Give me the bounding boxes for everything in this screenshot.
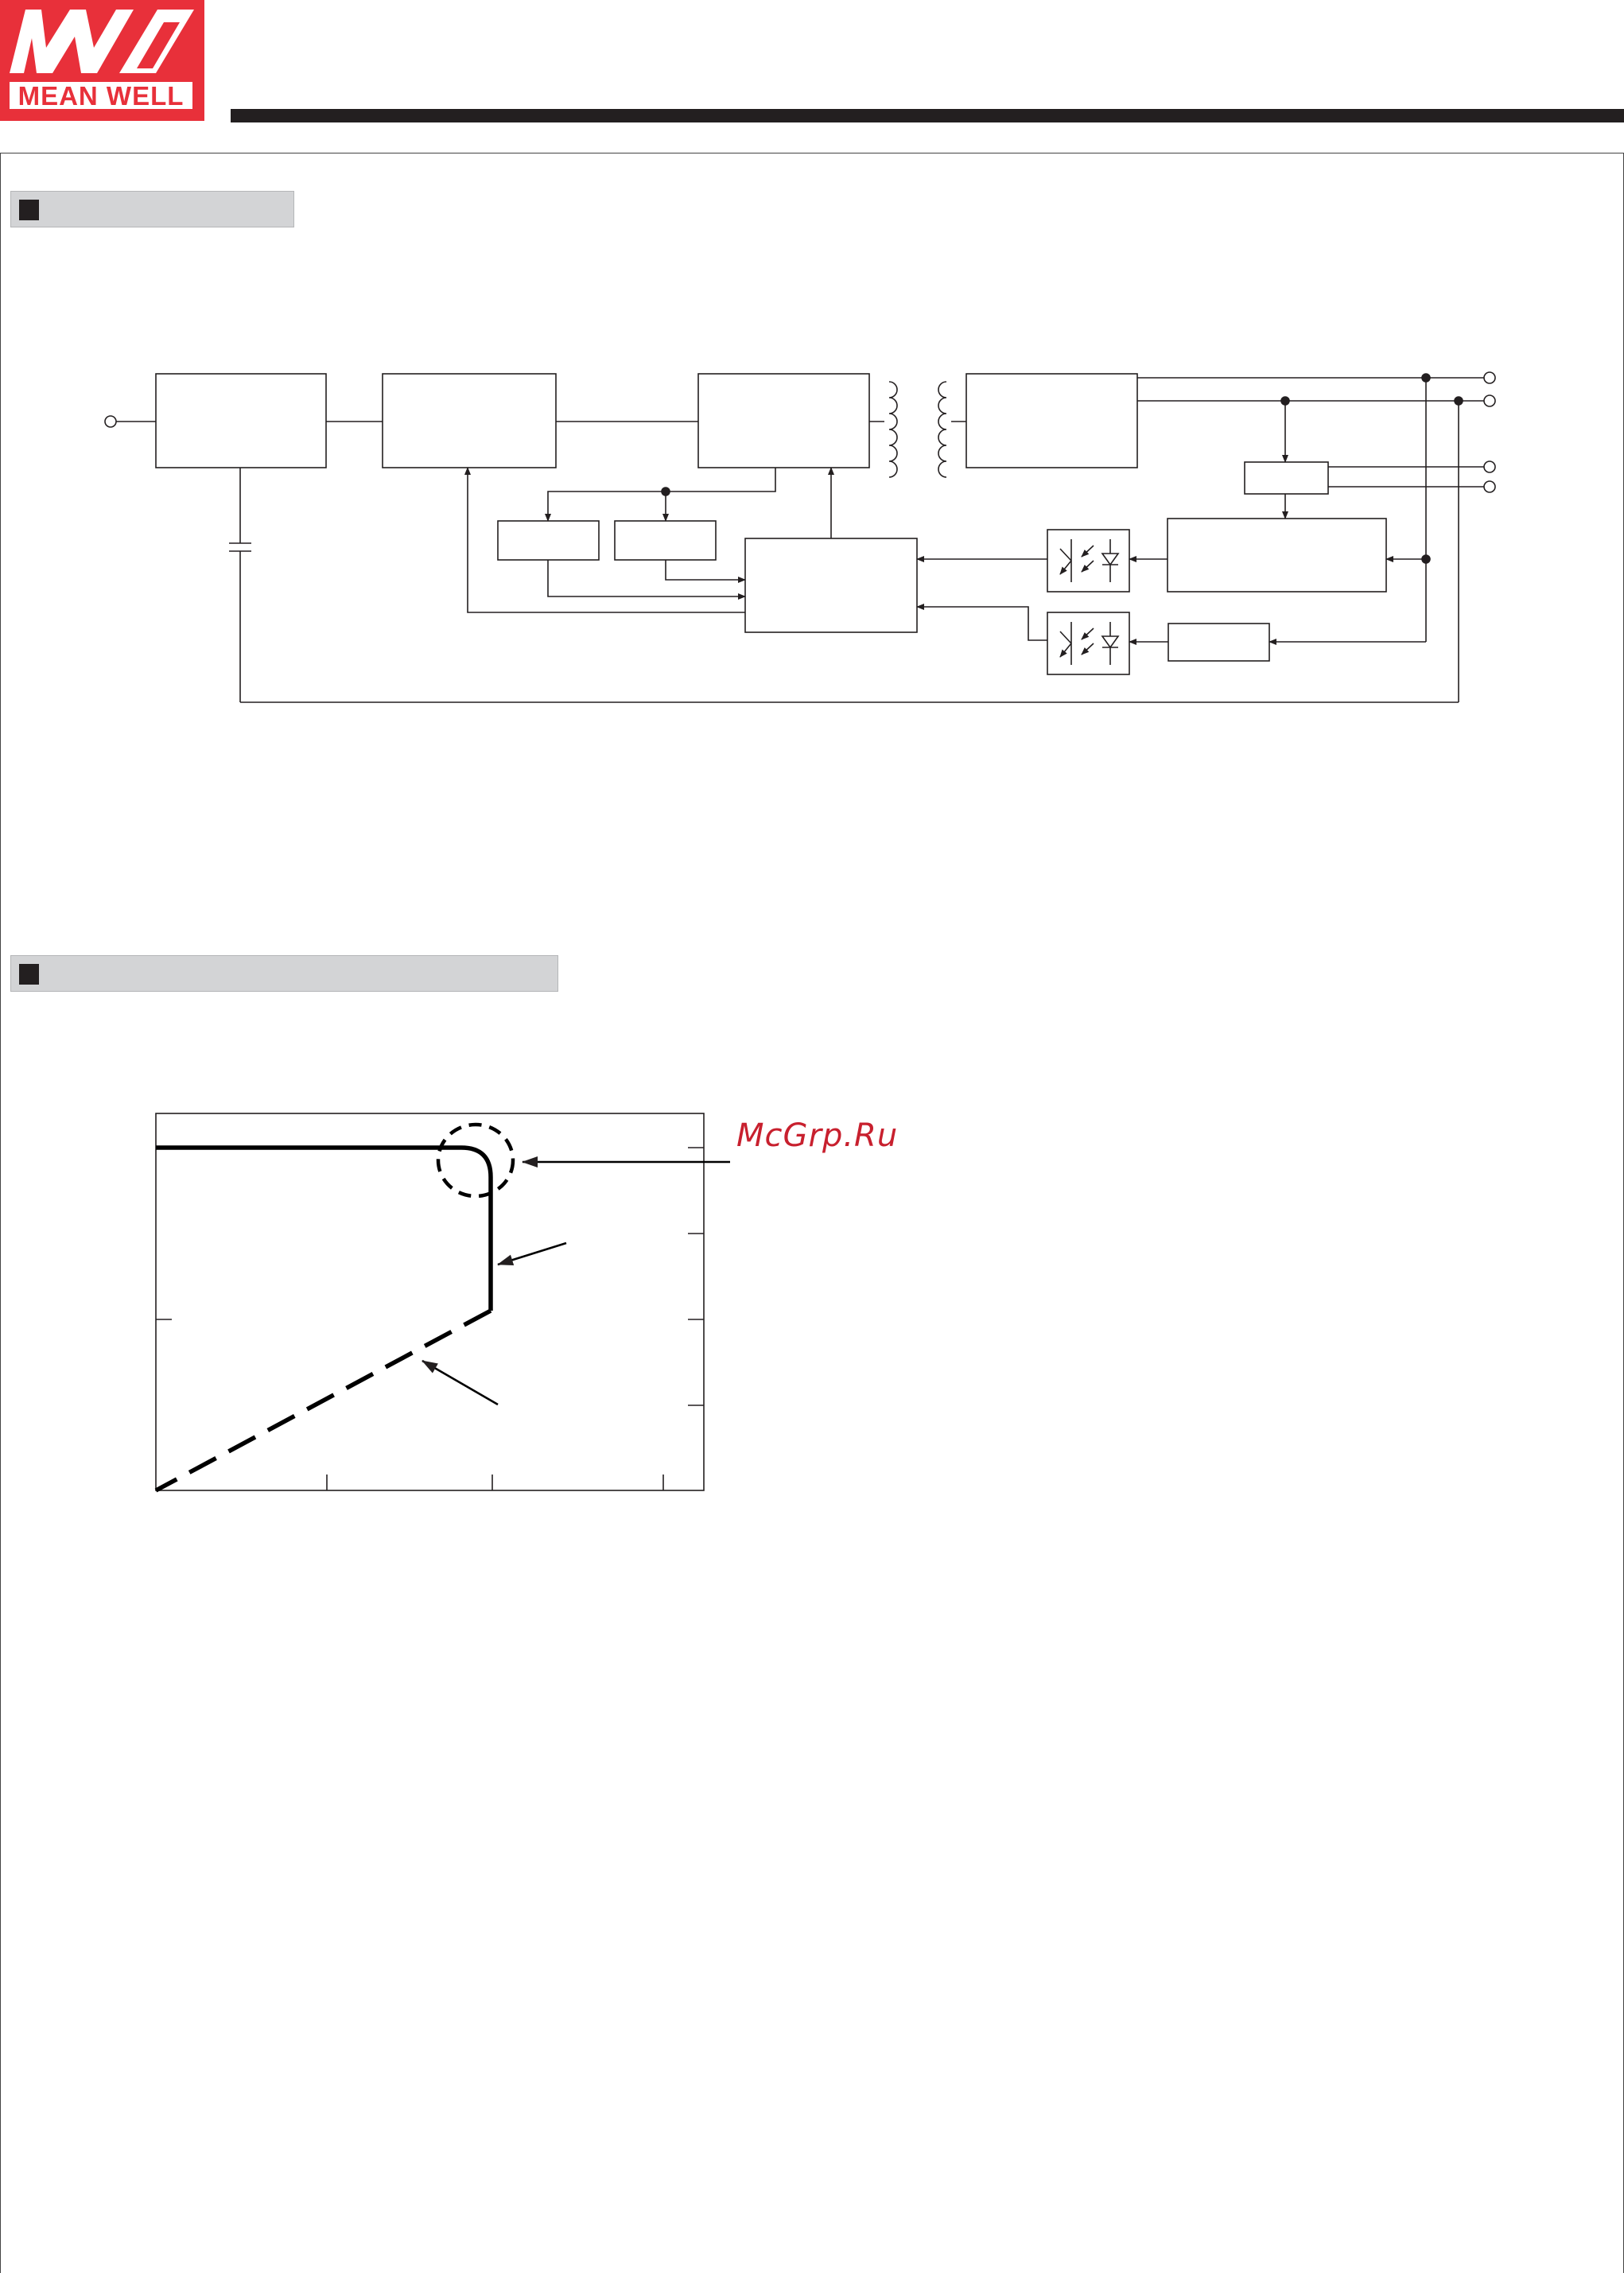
pfc-block <box>383 374 556 468</box>
output-terminal-aux-1 <box>1484 461 1495 472</box>
pwm-control-block <box>745 538 917 632</box>
output-terminal-aux-2 <box>1484 481 1495 492</box>
power-switching-block <box>698 374 869 468</box>
rectifier-block <box>966 374 1137 468</box>
knee-highlight <box>438 1125 513 1196</box>
watermark-text: McGrp.Ru <box>736 1117 899 1154</box>
transformer-primary-coil <box>889 382 897 477</box>
pointer-arrow-current-limit <box>498 1243 566 1265</box>
transformer-secondary-coil <box>938 382 946 477</box>
constant-voltage-segment <box>156 1148 491 1311</box>
aux-block <box>1245 462 1328 494</box>
detection-block-2 <box>615 521 716 560</box>
output-terminal-vminus <box>1484 395 1495 406</box>
o-l-p-block <box>1168 624 1269 661</box>
photo-coupler-2 <box>1047 612 1129 674</box>
pointer-arrow-hiccup <box>422 1361 498 1405</box>
logo-wordmark: MEAN WELL <box>17 80 185 111</box>
emi-filter-block <box>156 374 326 468</box>
photo-coupler-1-symbol <box>1060 539 1118 582</box>
input-terminal <box>105 416 116 427</box>
detection-block-1 <box>498 521 599 560</box>
hiccup-mode-segment <box>156 1311 491 1490</box>
detection-circuit-block <box>1167 519 1386 592</box>
output-curve-graph <box>156 1113 730 1490</box>
photo-coupler-1 <box>1047 530 1129 592</box>
photo-coupler-2-symbol <box>1060 622 1118 665</box>
graph-frame <box>156 1113 704 1490</box>
output-terminal-vplus <box>1484 372 1495 383</box>
